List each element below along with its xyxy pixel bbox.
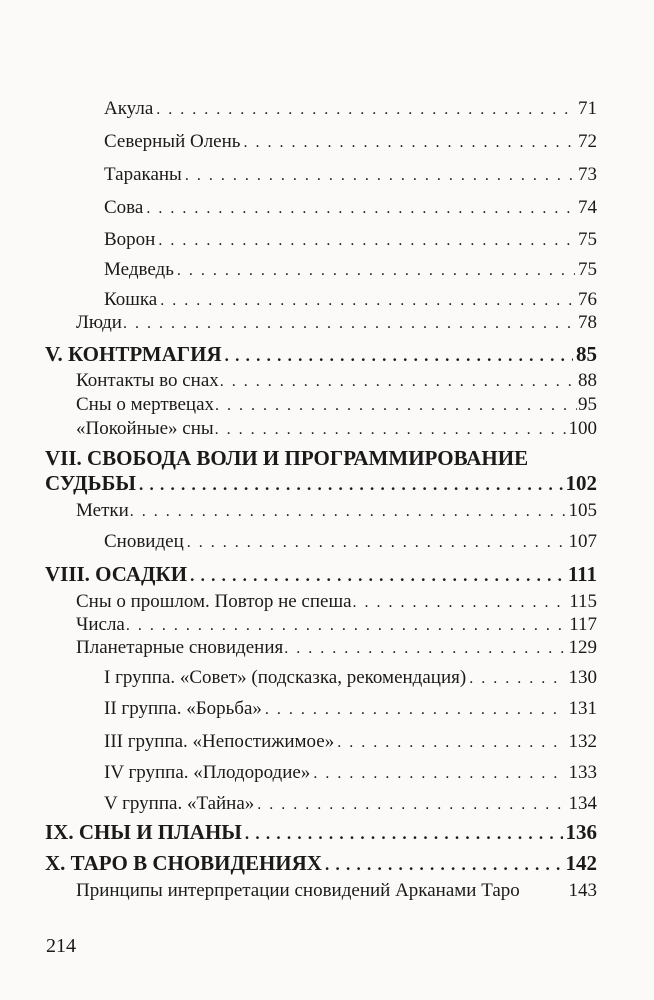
toc-entry-page: 72: [578, 131, 597, 152]
dot-leader: [284, 638, 567, 660]
toc-entry-title: Принципы интерпретации сновидений Арканами Таро: [76, 880, 520, 901]
dot-leader: [353, 592, 569, 614]
toc-entry-title: Числа: [76, 614, 125, 635]
toc-chapter: [45, 472, 597, 496]
toc-entry: [104, 762, 597, 785]
toc-entry-page: 143: [568, 880, 597, 901]
toc-entry-page: 115: [569, 591, 597, 612]
dot-leader: [220, 371, 577, 393]
toc-entry: [104, 531, 597, 554]
toc-chapter-page: 142: [565, 851, 597, 875]
toc-chapter-title: V. КОНТРМАГИЯ: [45, 342, 222, 366]
toc-entry-page: 105: [568, 500, 597, 521]
toc-chapter-page: 111: [567, 562, 597, 586]
toc-entry-title: Ворон: [104, 229, 156, 250]
page-number: 214: [46, 935, 76, 957]
dot-leader: [469, 668, 565, 690]
toc-entry-title: Метки: [76, 500, 129, 521]
toc-entry-page: 131: [568, 698, 597, 719]
toc-entry-title: Медведь: [104, 259, 174, 280]
toc-entry-title: Тараканы: [104, 164, 182, 185]
toc-entry: [104, 98, 597, 121]
toc-chapter: [45, 343, 597, 367]
toc-entry-title: Контакты во снах: [76, 370, 219, 391]
dot-leader: [160, 290, 575, 312]
toc-entry: [104, 793, 597, 816]
toc-entry-title: IV группа. «Плодородие»: [104, 762, 311, 783]
dot-leader: [156, 99, 575, 121]
toc-entry: [104, 667, 597, 690]
toc-entry-title: Сны о прошлом. Повтор не спеша: [76, 591, 352, 612]
toc-entry: [104, 229, 597, 252]
dot-leader: [126, 615, 568, 637]
dot-leader: [185, 165, 575, 187]
dot-leader: [187, 532, 566, 554]
dot-leader: [139, 474, 562, 496]
toc-entry: [76, 370, 597, 393]
toc-entry-page: 100: [568, 418, 597, 439]
toc-entry-page: 130: [568, 667, 597, 688]
toc-entry-page: 75: [578, 229, 597, 250]
toc-chapter: [45, 821, 597, 845]
toc-chapter-title: IX. СНЫ И ПЛАНЫ: [45, 820, 242, 844]
dot-leader: [123, 313, 577, 335]
toc-entry-page: 73: [578, 164, 597, 185]
toc-entry-page: 95: [578, 394, 597, 415]
toc-entry: [104, 164, 597, 187]
toc-entry-page: 88: [578, 370, 597, 391]
toc-entry-page: 117: [569, 614, 597, 635]
toc-entry-title: Сновидец: [104, 531, 184, 552]
toc-entry-title: V группа. «Тайна»: [104, 793, 255, 814]
dot-leader: [243, 132, 575, 154]
dot-leader: [130, 501, 568, 523]
toc-chapter-title: СУДЬБЫ: [45, 471, 137, 495]
toc-chapter: [45, 563, 597, 587]
toc-chapter-title: VIII. ОСАДКИ: [45, 562, 188, 586]
dot-leader: [215, 395, 577, 417]
toc-chapter-title-line1: VII. СВОБОДА ВОЛИ И ПРОГРАММИРОВАНИЕ: [45, 446, 529, 470]
toc-chapter: [45, 852, 597, 876]
toc-entry: [76, 591, 597, 614]
dot-leader: [190, 565, 565, 587]
toc-entry-title: Акула: [104, 98, 154, 119]
toc-entry-page: 132: [568, 731, 597, 752]
toc-entry: [76, 637, 597, 660]
dot-leader: [225, 345, 573, 367]
toc-entry: [104, 731, 597, 754]
dot-leader: [245, 823, 563, 845]
toc-entry: [76, 880, 597, 902]
toc-entry-page: 75: [578, 259, 597, 280]
toc-entry-title: II группа. «Борьба»: [104, 698, 262, 719]
toc-entry: [76, 312, 597, 335]
dot-leader: [158, 230, 575, 252]
toc-entry-title: Северный Олень: [104, 131, 241, 152]
dot-leader: [215, 419, 568, 441]
toc-entry: [76, 418, 597, 441]
toc-entry-page: 78: [578, 312, 597, 333]
toc-entry-title: Кошка: [104, 289, 158, 310]
dot-leader: [325, 854, 563, 876]
toc-entry: [76, 394, 597, 417]
toc-entry: [76, 500, 597, 523]
toc-entry-page: 107: [568, 531, 597, 552]
toc-entry-page: 74: [578, 197, 597, 218]
toc-entry: [104, 131, 597, 154]
toc-entry: [104, 289, 597, 312]
toc-entry: [104, 259, 597, 282]
toc-chapter-page: 136: [565, 820, 597, 844]
dot-leader: [177, 260, 575, 282]
dot-leader: [337, 732, 565, 754]
toc-entry-title: I группа. «Совет» (подсказка, рекомендация): [104, 667, 467, 688]
dot-leader: [313, 763, 565, 785]
toc-chapter-page: 85: [576, 342, 597, 366]
toc-entry-page: 129: [568, 637, 597, 658]
dot-leader: [146, 198, 575, 220]
toc-entry-page: 134: [568, 793, 597, 814]
toc-entry: [76, 614, 597, 637]
dot-leader: [257, 794, 565, 816]
toc-chapter-title: X. ТАРО В СНОВИДЕНИЯХ: [45, 851, 322, 875]
dot-leader: [265, 699, 566, 721]
toc-entry: [104, 197, 597, 220]
toc-entry-title: III группа. «Непостижимое»: [104, 731, 335, 752]
toc-entry-page: 133: [568, 762, 597, 783]
toc-entry: [104, 698, 597, 721]
toc-entry-title: Сны о мертвецах: [76, 394, 215, 415]
toc-entry-page: 76: [578, 289, 597, 310]
toc-entry-title: «Покойные» сны: [76, 418, 214, 439]
toc-chapter-page: 102: [565, 471, 597, 495]
toc-entry-title: Люди: [76, 312, 122, 333]
toc-entry-page: 71: [578, 98, 597, 119]
toc-entry-title: Сова: [104, 197, 144, 218]
toc-entry-title: Планетарные сновидения: [76, 637, 284, 658]
